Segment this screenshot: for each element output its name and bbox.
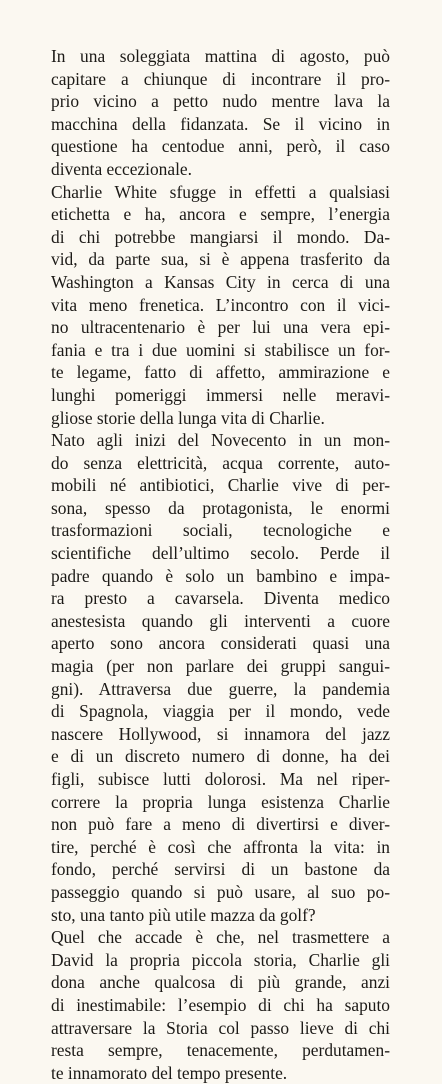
text-line: resta sempre, tenacemente, perdutamen- <box>51 1040 390 1061</box>
text-line: prio vicino a petto nudo mentre lava la <box>51 91 390 112</box>
text-line: In una soleggiata mattina di agosto, può <box>51 46 390 66</box>
text-line: no ultracentenario è per lui una vera epi- <box>51 317 390 338</box>
text-line: anestesista quando gli interventi a cuore <box>51 610 390 631</box>
text-line: scientifiche dell’ultimo secolo. Perde il <box>51 543 390 564</box>
text-line: te innamorato del tempo presente. <box>51 1062 288 1083</box>
text-line: etichetta e ha, ancora e sempre, l’energia <box>51 204 390 225</box>
text-line: mobili né antibiotici, Charlie vive di per- <box>51 475 390 496</box>
text-line: ra presto a cavarsela. Diventa medico <box>51 588 390 609</box>
text-line: e di un discreto numero di donne, ha dei <box>51 746 390 767</box>
text-line: David la propria piccola storia, Charlie gli <box>51 949 390 970</box>
paragraph-charlie-david <box>51 181 390 430</box>
text-line: Nato agli inizi del Novecento in un mon- <box>51 430 390 451</box>
text-line: non può fare a meno di divertirsi e diver- <box>51 814 390 835</box>
text-line: vid, da parte sua, si è appena trasferito da <box>51 249 390 270</box>
text-line: padre quando è solo un bambino e impa- <box>51 565 390 586</box>
text-line: gni). Attraversa due guerre, la pandemia <box>51 678 390 699</box>
text-line: Washington a Kansas City in cerca di una <box>51 271 390 292</box>
text-line: figli, subisce lutti dolorosi. Ma nel riper- <box>51 769 390 789</box>
text-line: nascere Hollywood, si innamora del jazz <box>51 723 390 744</box>
paragraph-intro <box>51 45 390 181</box>
text-line: attraversare la Storia col passo lieve di chi <box>51 1017 390 1038</box>
text-line: Quel che accade è che, nel trasmettere a <box>51 927 390 948</box>
book-blurb <box>51 45 390 1084</box>
text-line: passeggio quando si può usare, al suo po- <box>51 881 390 902</box>
text-line: vita meno frenetica. L’incontro con il vici- <box>51 294 390 315</box>
text-line: Charlie White sfugge in effetti a qualsiasi <box>51 181 390 202</box>
paragraph-conclusion <box>51 926 390 1084</box>
text-line: di Spagnola, viaggia per il mondo, vede <box>51 701 390 722</box>
text-line: correre la propria lunga esistenza Charlie <box>51 791 390 812</box>
text-line: macchina della fidanzata. Se il vicino in <box>51 113 390 134</box>
paragraph-life-story <box>51 429 390 926</box>
text-line: trasformazioni sociali, tecnologiche e <box>51 520 390 541</box>
text-line: aperto sono ancora considerati quasi una <box>51 633 390 654</box>
text-line: gliose storie della lunga vita di Charlie. <box>51 407 325 428</box>
text-line: fondo, perché servirsi di un bastone da <box>51 859 390 880</box>
text-line: diventa eccezionale. <box>51 158 192 179</box>
text-line: sona, spesso da protagonista, le enormi <box>51 497 390 518</box>
text-line: di inestimabile: l’esempio di chi ha saputo <box>51 994 390 1015</box>
text-line: do senza elettricità, acqua corrente, auto- <box>51 452 390 473</box>
text-line: magia (per non parlare dei gruppi sangui- <box>51 656 390 677</box>
text-line: te legame, fatto di affetto, ammirazione e <box>51 362 390 383</box>
text-line: fania e tra i due uomini si stabilisce un for- <box>51 339 390 360</box>
text-line: lunghi pomeriggi immersi nelle meravi- <box>51 384 390 405</box>
text-line: tire, perché è così che affronta la vita: in <box>51 836 390 857</box>
text-line: capitare a chiunque di incontrare il pro- <box>51 68 390 89</box>
text-line: di chi potrebbe mangiarsi il mondo. Da- <box>51 226 390 247</box>
text-line: sto, una tanto più utile mazza da golf? <box>51 904 316 925</box>
text-line: questione ha centodue anni, però, il caso <box>51 136 390 157</box>
text-line: dona anche qualcosa di più grande, anzi <box>51 972 390 993</box>
